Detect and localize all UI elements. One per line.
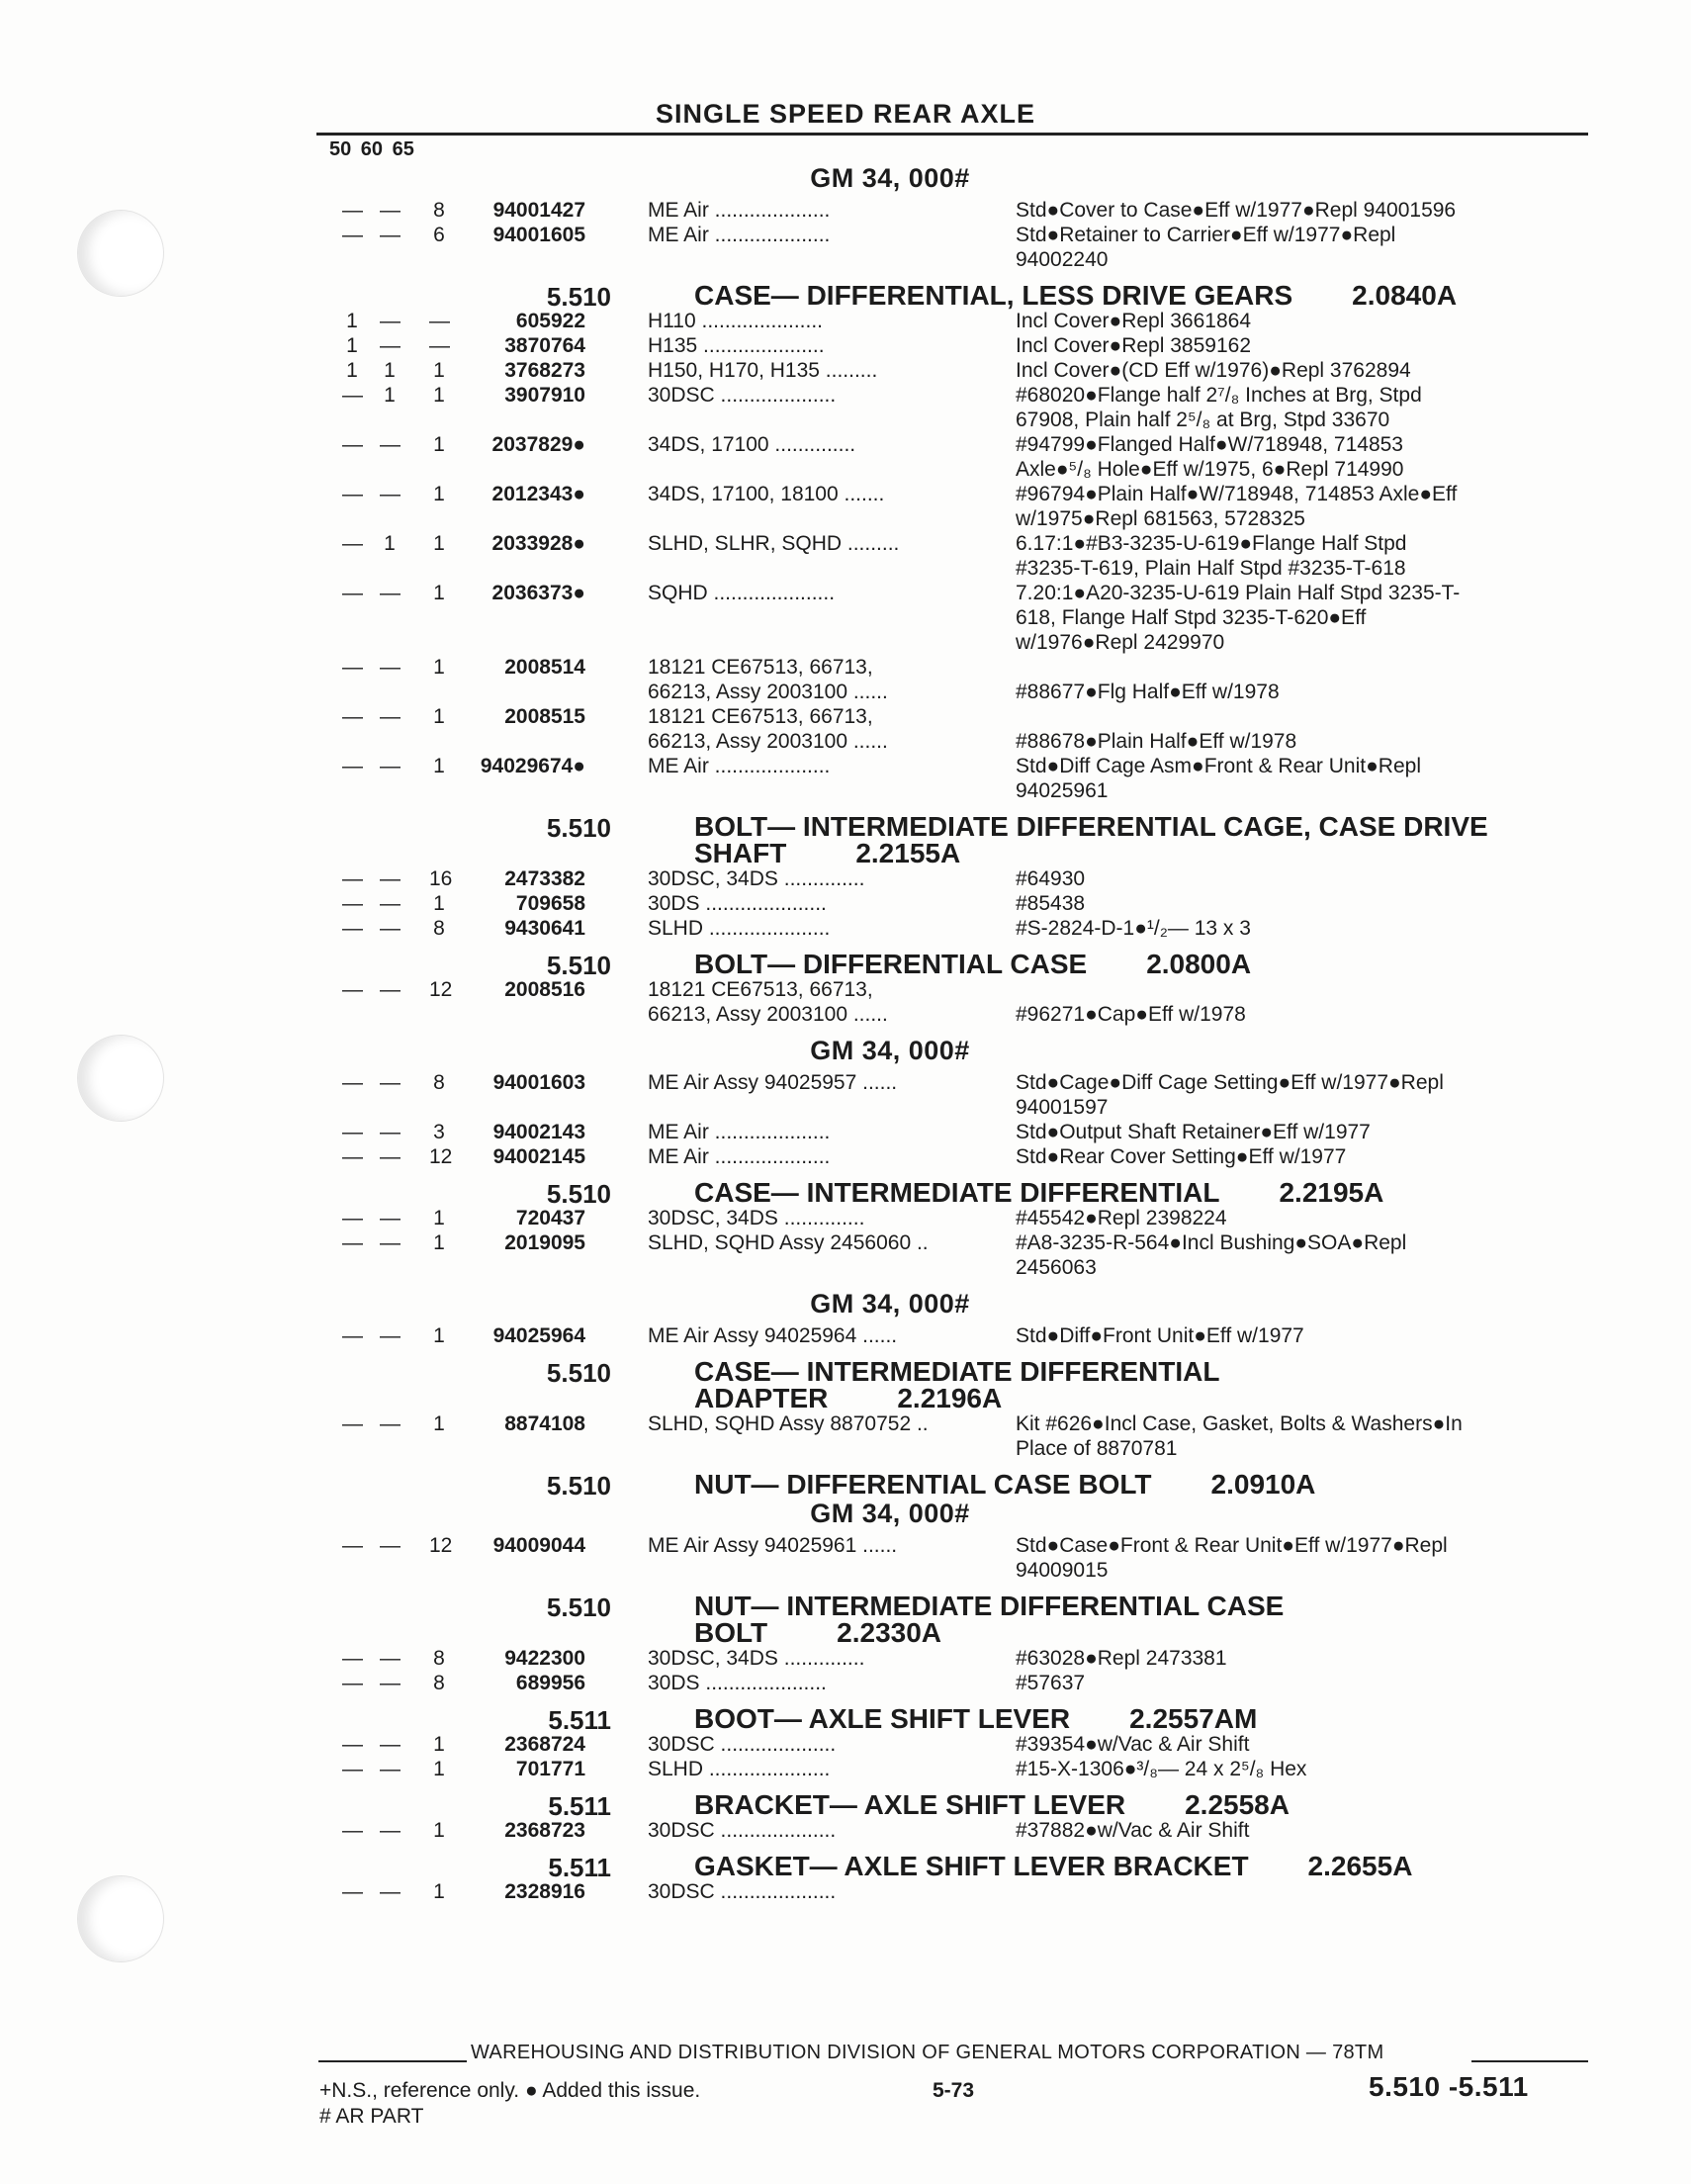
quantity-cell: — [380, 1121, 400, 1143]
part-number: 2012343● [491, 483, 585, 505]
quantity-cell: 1 [433, 1880, 445, 1903]
quantity-cell: 1 [433, 705, 445, 728]
section-ref-code: 2.2557AM [1129, 1703, 1258, 1734]
application: 34DS, 17100 .............. [648, 433, 856, 456]
quantity-cell: — [342, 1819, 363, 1842]
part-number: 9430641 [504, 917, 585, 940]
application: 30DSC .................... [648, 1733, 837, 1756]
description: Incl Cover●(CD Eff w/1976)●Repl 3762894 [1016, 359, 1411, 382]
description: #57637 [1016, 1672, 1086, 1694]
description [1016, 1879, 1589, 1904]
page-number: 5-73 [933, 2079, 975, 2102]
section-code: 5.510 [546, 1179, 611, 1209]
description: #S-2824-D-1●¹/₂— 13 x 3 [1016, 917, 1251, 940]
quantity-cell: 1 [346, 310, 358, 332]
section-code: 5.510 [546, 1592, 611, 1622]
section-ref-code: 2.2195A [1279, 1177, 1384, 1208]
section-title [694, 1705, 1584, 1732]
application: 30DSC .................... [648, 384, 837, 407]
title-rule [316, 133, 1588, 136]
parts-list [0, 158, 1691, 1904]
section-header [0, 949, 1691, 980]
quantity-cell: — [342, 892, 363, 915]
description: Kit #626●Incl Case, Gasket, Bolts & Washers●In Place of 8870781 [1016, 1412, 1463, 1460]
quantity-cell: — [342, 917, 363, 940]
part-row [0, 358, 1691, 383]
quantity-cell: — [380, 867, 400, 890]
description: Std●Cover to Case●Eff w/1977●Repl 94001596 [1016, 199, 1457, 222]
part-row [0, 977, 1691, 1027]
quantity-cell: — [342, 1324, 363, 1347]
quantity-cell: 1 [384, 532, 396, 555]
quantity-cell: — [342, 1145, 363, 1168]
application: 18121 CE67513, 66713, 66213, Assy 2003100 ...... [648, 705, 888, 753]
application: ME Air .................... [648, 224, 831, 246]
quantity-cell: — [429, 334, 450, 357]
part-number: 701771 [515, 1758, 585, 1780]
section-code: 5.510 [546, 282, 611, 312]
quantity-cell: — [342, 1534, 363, 1557]
part-row [0, 754, 1691, 803]
quantity-cell: — [380, 1672, 400, 1694]
section-header [0, 1592, 1691, 1646]
part-row [0, 1120, 1691, 1144]
section-ref-code: 2.2655A [1307, 1851, 1413, 1881]
description: Std●Rear Cover Setting●Eff w/1977 [1016, 1145, 1347, 1168]
quantity-cell: 3 [433, 1121, 445, 1143]
quantity-cell: 12 [429, 1145, 453, 1168]
part-number: 94001605 [492, 224, 585, 246]
application: 18121 CE67513, 66713, 66213, Assy 2003100 ...... [648, 656, 888, 703]
quantity-cell: — [380, 1145, 400, 1168]
quantity-cell: 1 [433, 384, 445, 407]
description: #64930 [1016, 867, 1086, 890]
quantity-cell: 1 [433, 656, 445, 679]
quantity-cell: — [380, 1231, 400, 1254]
part-number: 2368723 [504, 1819, 585, 1842]
part-row [0, 916, 1691, 941]
quantity-cell: — [380, 978, 400, 1001]
page-title: SINGLE SPEED REAR AXLE [655, 99, 1036, 129]
section-title-text: BRACKET— AXLE SHIFT LEVER [694, 1789, 1126, 1820]
description: Std●Output Shaft Retainer●Eff w/1977 [1016, 1121, 1371, 1143]
part-number: 2008514 [504, 656, 585, 679]
section-title [694, 1471, 1584, 1498]
description: #68020●Flange half 2⁷/₈ Inches at Brg, Stpd 67908, Plain half 2⁵/₈ at Brg, Stpd 33670 [1016, 384, 1422, 431]
quantity-cell: — [342, 433, 363, 456]
quantity-cell: 1 [384, 384, 396, 407]
section-title-text: CASE— DIFFERENTIAL, LESS DRIVE GEARS [694, 280, 1293, 311]
quantity-cell: 8 [433, 917, 445, 940]
model-columns-header: 50 60 65 [329, 138, 414, 160]
quantity-cell: 1 [433, 1758, 445, 1780]
quantity-cell: — [380, 1819, 400, 1842]
description: Std●Diff●Front Unit●Eff w/1977 [1016, 1324, 1304, 1347]
application: 30DSC, 34DS .............. [648, 867, 865, 890]
application: 18121 CE67513, 66713, 66213, Assy 2003100 ...... [648, 978, 888, 1026]
application: ME Air Assy 94025961 ...... [648, 1534, 898, 1557]
part-row [0, 531, 1691, 581]
quantity-cell: — [380, 224, 400, 246]
quantity-cell: — [342, 978, 363, 1001]
quantity-cell: — [342, 384, 363, 407]
application: SLHD ..................... [648, 1758, 831, 1780]
gm-heading: GM 34, 000# [810, 1289, 970, 1319]
quantity-cell: — [342, 1880, 363, 1903]
quantity-cell: — [380, 1412, 400, 1435]
quantity-cell: 8 [433, 1672, 445, 1694]
application: SQHD ..................... [648, 582, 836, 604]
part-number: 94025964 [492, 1324, 585, 1347]
part-number: 9422300 [504, 1647, 585, 1670]
part-number: 720437 [515, 1207, 585, 1229]
section-title [694, 1179, 1584, 1206]
description: #94799●Flanged Half●W/718948, 714853 Axle●⁵/₈ Hole●Eff w/1975, 6●Repl 714990 [1016, 433, 1404, 481]
section-ref-code: 2.0910A [1210, 1469, 1316, 1500]
quantity-cell: — [380, 433, 400, 456]
quantity-cell: — [380, 1071, 400, 1094]
description: Incl Cover●Repl 3859162 [1016, 334, 1251, 357]
section-ref-code: 2.2155A [855, 838, 961, 868]
part-number: 2036373● [491, 582, 585, 604]
quantity-cell: — [380, 917, 400, 940]
section-code: 5.510 [546, 1358, 611, 1388]
footer-legend-ar: # AR PART [319, 2105, 424, 2128]
part-number: 2033928● [491, 532, 585, 555]
quantity-cell: — [342, 199, 363, 222]
section-header [0, 1851, 1691, 1882]
description: #37882●w/Vac & Air Shift [1016, 1819, 1250, 1842]
quantity-cell: — [342, 1412, 363, 1435]
section-code: 5.511 [548, 1791, 611, 1821]
part-row [0, 1646, 1691, 1671]
part-number: 3768273 [504, 359, 585, 382]
section-code: 5.511 [548, 1705, 611, 1735]
section-range: 5.510 -5.511 [1369, 2071, 1529, 2102]
part-row [0, 1323, 1691, 1348]
quantity-cell: 12 [429, 978, 453, 1001]
quantity-cell: — [380, 1207, 400, 1229]
part-number: 8874108 [504, 1412, 585, 1435]
description: Std●Diff Cage Asm●Front & Rear Unit●Repl 94025961 [1016, 755, 1421, 802]
application: H135 ..................... [648, 334, 825, 357]
section-code: 5.510 [546, 951, 611, 980]
part-number: 2037829● [491, 433, 585, 456]
gm-heading: GM 34, 000# [810, 1036, 970, 1065]
description: Std●Case●Front & Rear Unit●Eff w/1977●Repl 94009015 [1016, 1534, 1448, 1582]
part-number: 3870764 [504, 334, 585, 357]
application: 30DS ..................... [648, 1672, 827, 1694]
quantity-cell: — [342, 1231, 363, 1254]
description: #96794●Plain Half●W/718948, 714853 Axle●Eff w/1975●Repl 681563, 5728325 [1016, 483, 1458, 530]
section-ref-code: 2.0840A [1352, 280, 1458, 311]
quantity-cell: 1 [433, 359, 445, 382]
section-ref-code: 2.2196A [897, 1383, 1003, 1413]
part-number: 709658 [515, 892, 585, 915]
quantity-cell: 1 [433, 1412, 445, 1435]
part-row [0, 1879, 1691, 1904]
part-number: 2008516 [504, 978, 585, 1001]
application: SLHD ..................... [648, 917, 831, 940]
quantity-cell: 1 [433, 1733, 445, 1756]
description: #88678●Plain Half●Eff w/1978 [1016, 730, 1297, 753]
quantity-cell: — [380, 892, 400, 915]
part-number: 2368724 [504, 1733, 585, 1756]
application: ME Air .................... [648, 1145, 831, 1168]
part-row [0, 333, 1691, 358]
part-row [0, 383, 1691, 432]
application: 30DS ..................... [648, 892, 827, 915]
section-header [0, 813, 1691, 866]
description: #A8-3235-R-564●Incl Bushing●SOA●Repl 2456063 [1016, 1231, 1407, 1279]
part-row [0, 704, 1691, 754]
quantity-cell: 1 [433, 1819, 445, 1842]
quantity-cell: — [380, 334, 400, 357]
application: SLHD, SQHD Assy 2456060 .. [648, 1231, 929, 1254]
part-row [0, 1230, 1691, 1280]
part-row [0, 866, 1691, 891]
gm-heading: GM 34, 000# [810, 163, 970, 193]
part-row [0, 482, 1691, 531]
footer-legend-ns: +N.S., reference only. ● Added this issue. [319, 2079, 701, 2102]
footer-publisher: WAREHOUSING AND DISTRIBUTION DIVISION OF GENERAL MOTORS CORPORATION — 78TM [471, 2042, 1384, 2063]
section-title-text: GASKET— AXLE SHIFT LEVER BRACKET [694, 1851, 1249, 1881]
section-title [694, 813, 1584, 866]
quantity-cell: 8 [433, 1071, 445, 1094]
quantity-cell: — [342, 705, 363, 728]
part-number: 94002145 [492, 1145, 585, 1168]
quantity-cell: — [380, 582, 400, 604]
application: 30DSC, 34DS .............. [648, 1207, 865, 1229]
quantity-cell: — [380, 705, 400, 728]
quantity-cell: 1 [433, 892, 445, 915]
quantity-cell: 6 [433, 224, 445, 246]
footer-rule-left [318, 2060, 467, 2062]
application: SLHD, SLHR, SQHD ......... [648, 532, 900, 555]
quantity-cell: 1 [384, 359, 396, 382]
part-number: 2328916 [504, 1880, 585, 1903]
quantity-cell: 1 [346, 359, 358, 382]
application: 30DSC, 34DS .............. [648, 1647, 865, 1670]
part-number: 2019095 [504, 1231, 585, 1254]
gm-heading: GM 34, 000# [810, 1499, 970, 1528]
quantity-cell: — [380, 656, 400, 679]
quantity-cell: — [380, 1733, 400, 1756]
quantity-cell: 1 [433, 1207, 445, 1229]
part-row [0, 432, 1691, 482]
part-row [0, 581, 1691, 655]
quantity-cell: — [380, 310, 400, 332]
part-row [0, 1671, 1691, 1695]
part-number: 94029674● [480, 755, 585, 777]
description: Incl Cover●Repl 3661864 [1016, 310, 1251, 332]
quantity-cell: 1 [346, 334, 358, 357]
part-number: 94001427 [492, 199, 585, 222]
part-row [0, 1144, 1691, 1169]
part-number: 94002143 [492, 1121, 585, 1143]
section-title-text: CASE— INTERMEDIATE DIFFERENTIAL [694, 1177, 1220, 1208]
quantity-cell: — [342, 532, 363, 555]
application: 30DSC .................... [648, 1819, 837, 1842]
quantity-cell: — [380, 1647, 400, 1670]
quantity-cell: 8 [433, 199, 445, 222]
description: #45542●Repl 2398224 [1016, 1207, 1227, 1229]
description: #85438 [1016, 892, 1086, 915]
description: Std●Cage●Diff Cage Setting●Eff w/1977●Repl 94001597 [1016, 1071, 1444, 1119]
application: H110 ..................... [648, 310, 824, 332]
quantity-cell: 1 [433, 483, 445, 505]
part-number: 94001603 [492, 1071, 585, 1094]
application: SLHD, SQHD Assy 8870752 .. [648, 1412, 929, 1435]
application: ME Air .................... [648, 755, 831, 777]
section-title-text: CASE— INTERMEDIATE DIFFERENTIAL [694, 1356, 1220, 1387]
quantity-cell: 12 [429, 1534, 453, 1557]
part-row [0, 223, 1691, 272]
quantity-cell: — [342, 224, 363, 246]
section-code: 5.510 [546, 813, 611, 843]
application: ME Air Assy 94025964 ...... [648, 1324, 898, 1347]
quantity-cell: — [342, 656, 363, 679]
section-title-cont: BOLT [694, 1617, 768, 1648]
quantity-cell: — [342, 867, 363, 890]
application: 34DS, 17100, 18100 ....... [648, 483, 885, 505]
footer-rule-right [1471, 2060, 1588, 2062]
part-number: 94009044 [492, 1534, 585, 1557]
section-title-text: NUT— INTERMEDIATE DIFFERENTIAL CASE [694, 1591, 1285, 1621]
quantity-cell: — [380, 199, 400, 222]
section-title [694, 1358, 1584, 1411]
section-title-cont: ADAPTER [694, 1383, 829, 1413]
part-row [0, 891, 1691, 916]
part-row [0, 1757, 1691, 1781]
quantity-cell: 1 [433, 532, 445, 555]
quantity-cell: 8 [433, 1647, 445, 1670]
part-row [0, 1732, 1691, 1757]
description: #63028●Repl 2473381 [1016, 1647, 1227, 1670]
quantity-cell: — [342, 1672, 363, 1694]
quantity-cell: — [342, 1647, 363, 1670]
description: #96271●Cap●Eff w/1978 [1016, 1003, 1246, 1026]
quantity-cell: — [429, 310, 450, 332]
quantity-cell: 16 [429, 867, 453, 890]
section-title [694, 1592, 1584, 1646]
quantity-cell: 1 [433, 755, 445, 777]
description: 6.17:1●#B3-3235-U-619●Flange Half Stpd #3235-T-619, Plain Half Stpd #3235-T-618 [1016, 532, 1407, 580]
section-title-text: BOOT— AXLE SHIFT LEVER [694, 1703, 1071, 1734]
quantity-cell: — [342, 755, 363, 777]
application: 30DSC .................... [648, 1880, 837, 1903]
quantity-cell: — [380, 483, 400, 505]
quantity-cell: — [380, 1324, 400, 1347]
quantity-cell: — [380, 1758, 400, 1780]
application: ME Air Assy 94025957 ...... [648, 1071, 898, 1094]
section-title-text: NUT— DIFFERENTIAL CASE BOLT [694, 1469, 1152, 1500]
part-row [0, 1206, 1691, 1230]
part-row [0, 1533, 1691, 1583]
application: ME Air .................... [648, 1121, 831, 1143]
part-row [0, 655, 1691, 704]
part-row [0, 309, 1691, 333]
section-header [0, 1358, 1691, 1411]
part-number: 3907910 [504, 384, 585, 407]
part-number: 605922 [515, 310, 585, 332]
description: #88677●Flg Half●Eff w/1978 [1016, 681, 1280, 703]
description: Std●Retainer to Carrier●Eff w/1977●Repl 94002240 [1016, 224, 1396, 271]
section-title-text: BOLT— INTERMEDIATE DIFFERENTIAL CAGE, CASE DRIVE [694, 811, 1488, 842]
section-ref-code: 2.2558A [1185, 1789, 1290, 1820]
description: #39354●w/Vac & Air Shift [1016, 1733, 1250, 1756]
part-number: 2473382 [504, 867, 585, 890]
footer-legend [319, 2078, 700, 2130]
part-number: 2008515 [504, 705, 585, 728]
quantity-cell: — [342, 1733, 363, 1756]
section-title [694, 1791, 1584, 1818]
quantity-cell: 1 [433, 1324, 445, 1347]
quantity-cell: — [342, 1071, 363, 1094]
part-row [0, 198, 1691, 223]
section-title [694, 1853, 1584, 1879]
application: ME Air .................... [648, 199, 831, 222]
section-title-cont: SHAFT [694, 838, 787, 868]
quantity-cell: 1 [433, 582, 445, 604]
quantity-cell: — [380, 755, 400, 777]
section-header [0, 1469, 1691, 1501]
section-header [0, 1177, 1691, 1209]
part-row [0, 1411, 1691, 1461]
quantity-cell: — [342, 483, 363, 505]
section-ref-code: 2.0800A [1146, 949, 1252, 979]
application: H150, H170, H135 ......... [648, 359, 878, 382]
section-header [0, 1789, 1691, 1821]
quantity-cell: — [380, 1880, 400, 1903]
quantity-cell: — [342, 1207, 363, 1229]
part-number: 689956 [515, 1672, 585, 1694]
description: #15-X-1306●³/₈— 24 x 2⁵/₈ Hex [1016, 1758, 1307, 1780]
part-row [0, 1818, 1691, 1843]
section-title [694, 282, 1584, 309]
part-row [0, 1070, 1691, 1120]
section-ref-code: 2.2330A [837, 1617, 942, 1648]
section-code: 5.511 [548, 1853, 611, 1882]
section-header [0, 1703, 1691, 1735]
quantity-cell: — [342, 1121, 363, 1143]
section-title-text: BOLT— DIFFERENTIAL CASE [694, 949, 1088, 979]
quantity-cell: — [342, 1758, 363, 1780]
quantity-cell: 1 [433, 433, 445, 456]
description: 7.20:1●A20-3235-U-619 Plain Half Stpd 3235-T- 618, Flange Half Stpd 3235-T-620●Eff w/1976●Repl 2429970 [1016, 582, 1461, 654]
quantity-cell: 1 [433, 1231, 445, 1254]
section-header [0, 280, 1691, 312]
quantity-cell: — [380, 1534, 400, 1557]
quantity-cell: — [342, 582, 363, 604]
section-title [694, 951, 1584, 977]
section-code: 5.510 [546, 1471, 611, 1501]
